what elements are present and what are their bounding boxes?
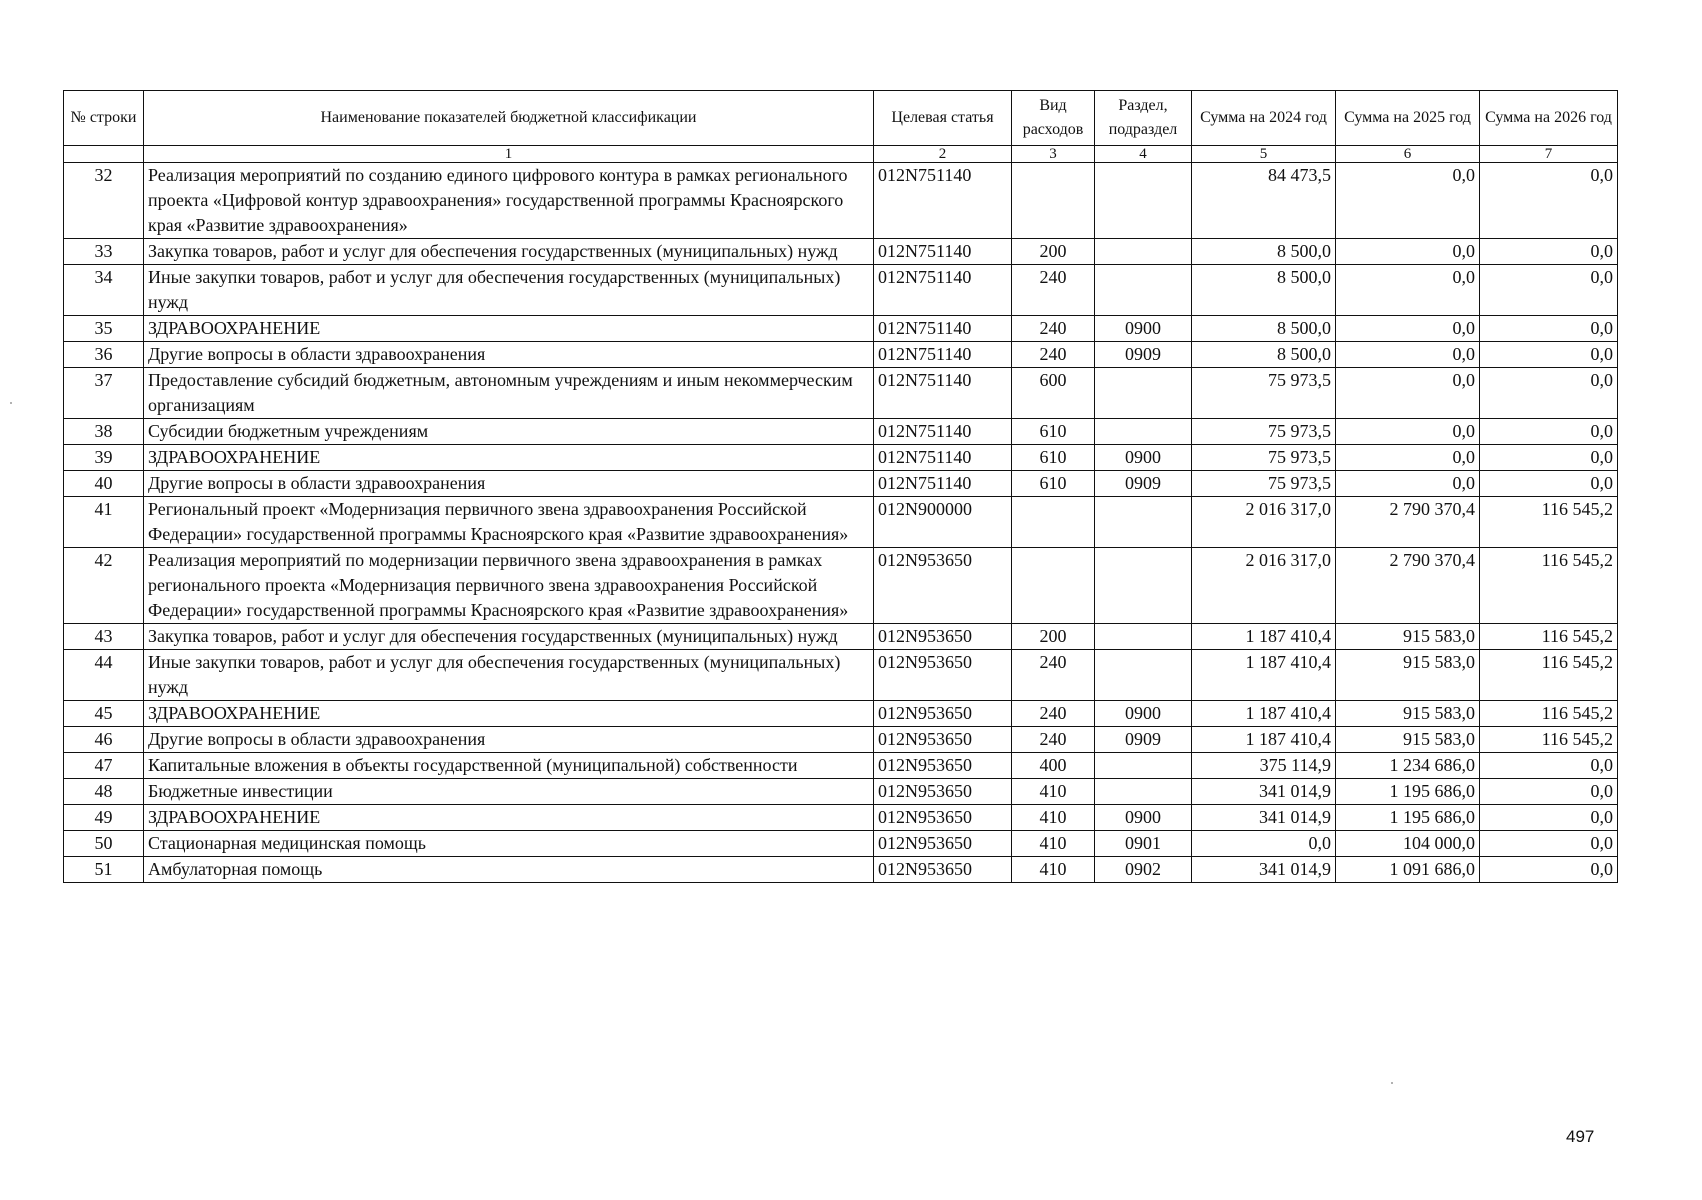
table-row [64,624,1618,650]
column-number-5: 5 [1192,146,1336,163]
row-number-cell: 50 [64,831,144,857]
target-article-cell: 012N751140 [874,445,1012,471]
sum-2024-cell: 8 500,0 [1192,316,1336,342]
indicator-name-cell: Реализация мероприятий по созданию единого цифрового контура в рамках регионального проекта «Цифровой контур здравоохранения» государственной программы Красноярского края «Развитие здравоохранения» [144,163,874,239]
row-number-cell: 42 [64,548,144,624]
row-number-cell: 36 [64,342,144,368]
target-article-cell: 012N953650 [874,779,1012,805]
indicator-name-cell: ЗДРАВООХРАНЕНИЕ [144,805,874,831]
indicator-name-cell: Стационарная медицинская помощь [144,831,874,857]
target-article-cell: 012N953650 [874,701,1012,727]
sum-2024-cell: 1 187 410,4 [1192,650,1336,701]
sum-2024-cell: 1 187 410,4 [1192,624,1336,650]
section-cell [1095,368,1192,419]
section-cell [1095,779,1192,805]
header-sum-2025: Сумма на 2025 год [1336,91,1480,146]
sum-2024-cell: 1 187 410,4 [1192,727,1336,753]
expense-type-cell: 240 [1012,650,1095,701]
sum-2024-cell: 375 114,9 [1192,753,1336,779]
table-row [64,368,1618,419]
sum-2026-cell: 0,0 [1480,445,1618,471]
sum-2025-cell: 0,0 [1336,471,1480,497]
sum-2024-cell: 8 500,0 [1192,265,1336,316]
column-number-7: 7 [1480,146,1618,163]
row-number-cell: 33 [64,239,144,265]
sum-2025-cell: 1 234 686,0 [1336,753,1480,779]
row-number-cell: 32 [64,163,144,239]
expense-type-cell: 400 [1012,753,1095,779]
sum-2025-cell: 1 091 686,0 [1336,857,1480,883]
table-row [64,857,1618,883]
target-article-cell: 012N751140 [874,368,1012,419]
sum-2025-cell: 104 000,0 [1336,831,1480,857]
expense-type-cell: 240 [1012,727,1095,753]
column-number-6: 6 [1336,146,1480,163]
section-cell [1095,163,1192,239]
row-number-cell: 38 [64,419,144,445]
section-cell [1095,650,1192,701]
sum-2024-cell: 341 014,9 [1192,805,1336,831]
section-cell: 0900 [1095,316,1192,342]
sum-2024-cell: 341 014,9 [1192,779,1336,805]
sum-2025-cell: 1 195 686,0 [1336,779,1480,805]
indicator-name-cell: Субсидии бюджетным учреждениям [144,419,874,445]
expense-type-cell: 410 [1012,831,1095,857]
sum-2026-cell: 116 545,2 [1480,701,1618,727]
sum-2024-cell: 8 500,0 [1192,239,1336,265]
indicator-name-cell: ЗДРАВООХРАНЕНИЕ [144,316,874,342]
indicator-name-cell: Другие вопросы в области здравоохранения [144,471,874,497]
sum-2026-cell: 0,0 [1480,857,1618,883]
expense-type-cell [1012,497,1095,548]
target-article-cell: 012N751140 [874,163,1012,239]
table-row [64,471,1618,497]
scan-speck [1391,1082,1393,1084]
target-article-cell: 012N751140 [874,265,1012,316]
row-number-cell: 48 [64,779,144,805]
sum-2025-cell: 0,0 [1336,419,1480,445]
sum-2024-cell: 75 973,5 [1192,368,1336,419]
table-row [64,701,1618,727]
table-row [64,779,1618,805]
sum-2026-cell: 116 545,2 [1480,624,1618,650]
sum-2024-cell: 1 187 410,4 [1192,701,1336,727]
row-number-cell: 47 [64,753,144,779]
column-number-0 [64,146,144,163]
expense-type-cell: 240 [1012,316,1095,342]
indicator-name-cell: Другие вопросы в области здравоохранения [144,727,874,753]
table-row [64,239,1618,265]
header-section: Раздел, подраздел [1095,91,1192,146]
sum-2024-cell: 75 973,5 [1192,471,1336,497]
expense-type-cell: 240 [1012,265,1095,316]
scan-speck [10,402,12,404]
sum-2024-cell: 8 500,0 [1192,342,1336,368]
expense-type-cell [1012,163,1095,239]
table-row [64,753,1618,779]
expense-type-cell: 610 [1012,471,1095,497]
row-number-cell: 41 [64,497,144,548]
expense-type-cell: 240 [1012,342,1095,368]
sum-2026-cell: 0,0 [1480,163,1618,239]
sum-2025-cell: 2 790 370,4 [1336,548,1480,624]
sum-2026-cell: 116 545,2 [1480,650,1618,701]
section-cell: 0900 [1095,701,1192,727]
expense-type-cell: 610 [1012,445,1095,471]
indicator-name-cell: Предоставление субсидий бюджетным, автономным учреждениям и иным некоммерческим организациям [144,368,874,419]
column-number-2: 2 [874,146,1012,163]
row-number-cell: 51 [64,857,144,883]
target-article-cell: 012N751140 [874,342,1012,368]
expense-type-cell: 410 [1012,805,1095,831]
section-cell [1095,239,1192,265]
sum-2025-cell: 0,0 [1336,265,1480,316]
row-number-cell: 40 [64,471,144,497]
table-row [64,831,1618,857]
row-number-cell: 45 [64,701,144,727]
header-target-article: Целевая статья [874,91,1012,146]
target-article-cell: 012N751140 [874,239,1012,265]
table-row [64,342,1618,368]
sum-2025-cell: 0,0 [1336,239,1480,265]
sum-2025-cell: 1 195 686,0 [1336,805,1480,831]
sum-2025-cell: 2 790 370,4 [1336,497,1480,548]
header-row [64,91,1618,146]
sum-2024-cell: 2 016 317,0 [1192,548,1336,624]
sum-2024-cell: 341 014,9 [1192,857,1336,883]
section-cell [1095,753,1192,779]
expense-type-cell: 600 [1012,368,1095,419]
table-row [64,727,1618,753]
section-cell [1095,624,1192,650]
sum-2025-cell: 915 583,0 [1336,727,1480,753]
indicator-name-cell: Реализация мероприятий по модернизации первичного звена здравоохранения в рамках регионального проекта «Модернизация первичного звена здравоохранения Российской Федерации» государственной программы Красноярского края «Развитие здравоохранения» [144,548,874,624]
sum-2025-cell: 915 583,0 [1336,701,1480,727]
sum-2025-cell: 915 583,0 [1336,624,1480,650]
expense-type-cell: 410 [1012,857,1095,883]
section-cell: 0909 [1095,471,1192,497]
sum-2026-cell: 0,0 [1480,779,1618,805]
header-sum-2026: Сумма на 2026 год [1480,91,1618,146]
sum-2026-cell: 0,0 [1480,753,1618,779]
sum-2024-cell: 75 973,5 [1192,419,1336,445]
expense-type-cell: 200 [1012,624,1095,650]
column-number-row [64,146,1618,163]
expense-type-cell: 240 [1012,701,1095,727]
sum-2025-cell: 0,0 [1336,368,1480,419]
section-cell [1095,548,1192,624]
sum-2024-cell: 0,0 [1192,831,1336,857]
sum-2026-cell: 0,0 [1480,239,1618,265]
table-row [64,163,1618,239]
column-number-4: 4 [1095,146,1192,163]
section-cell: 0902 [1095,857,1192,883]
target-article-cell: 012N751140 [874,419,1012,445]
target-article-cell: 012N953650 [874,753,1012,779]
indicator-name-cell: Бюджетные инвестиции [144,779,874,805]
target-article-cell: 012N953650 [874,650,1012,701]
row-number-cell: 37 [64,368,144,419]
sum-2026-cell: 116 545,2 [1480,497,1618,548]
indicator-name-cell: Закупка товаров, работ и услуг для обеспечения государственных (муниципальных) нужд [144,624,874,650]
table-row [64,419,1618,445]
sum-2024-cell: 75 973,5 [1192,445,1336,471]
sum-2026-cell: 116 545,2 [1480,548,1618,624]
sum-2024-cell: 84 473,5 [1192,163,1336,239]
row-number-cell: 43 [64,624,144,650]
target-article-cell: 012N953650 [874,624,1012,650]
column-number-1: 1 [144,146,874,163]
budget-table [63,90,1618,883]
section-cell [1095,419,1192,445]
section-cell: 0909 [1095,342,1192,368]
target-article-cell: 012N751140 [874,316,1012,342]
target-article-cell: 012N751140 [874,471,1012,497]
table-row [64,316,1618,342]
sum-2026-cell: 0,0 [1480,831,1618,857]
budget-sheet [63,90,1617,883]
table-row [64,445,1618,471]
target-article-cell: 012N953650 [874,857,1012,883]
indicator-name-cell: Региональный проект «Модернизация первичного звена здравоохранения Российской Федерации» государственной программы Красноярского края «Развитие здравоохранения» [144,497,874,548]
sum-2025-cell: 0,0 [1336,163,1480,239]
row-number-cell: 35 [64,316,144,342]
indicator-name-cell: ЗДРАВООХРАНЕНИЕ [144,701,874,727]
sum-2026-cell: 0,0 [1480,419,1618,445]
indicator-name-cell: Иные закупки товаров, работ и услуг для обеспечения государственных (муниципальных) нужд [144,650,874,701]
table-row [64,650,1618,701]
table-row [64,497,1618,548]
table-row [64,805,1618,831]
sum-2025-cell: 0,0 [1336,316,1480,342]
target-article-cell: 012N953650 [874,727,1012,753]
sum-2025-cell: 915 583,0 [1336,650,1480,701]
indicator-name-cell: ЗДРАВООХРАНЕНИЕ [144,445,874,471]
sum-2026-cell: 0,0 [1480,316,1618,342]
sum-2025-cell: 0,0 [1336,342,1480,368]
sum-2026-cell: 116 545,2 [1480,727,1618,753]
table-row [64,548,1618,624]
sum-2026-cell: 0,0 [1480,471,1618,497]
row-number-cell: 49 [64,805,144,831]
target-article-cell: 012N953650 [874,548,1012,624]
header-sum-2024: Сумма на 2024 год [1192,91,1336,146]
sum-2025-cell: 0,0 [1336,445,1480,471]
row-number-cell: 46 [64,727,144,753]
sum-2026-cell: 0,0 [1480,805,1618,831]
expense-type-cell: 610 [1012,419,1095,445]
sum-2026-cell: 0,0 [1480,265,1618,316]
section-cell: 0900 [1095,805,1192,831]
section-cell: 0901 [1095,831,1192,857]
header-row-number: № строки [64,91,144,146]
section-cell [1095,497,1192,548]
header-indicator-name: Наименование показателей бюджетной классификации [144,91,874,146]
indicator-name-cell: Другие вопросы в области здравоохранения [144,342,874,368]
sum-2026-cell: 0,0 [1480,342,1618,368]
section-cell [1095,265,1192,316]
expense-type-cell: 200 [1012,239,1095,265]
indicator-name-cell: Закупка товаров, работ и услуг для обеспечения государственных (муниципальных) нужд [144,239,874,265]
target-article-cell: 012N953650 [874,805,1012,831]
target-article-cell: 012N953650 [874,831,1012,857]
section-cell: 0909 [1095,727,1192,753]
header-expense-type: Вид расходов [1012,91,1095,146]
row-number-cell: 44 [64,650,144,701]
section-cell: 0900 [1095,445,1192,471]
indicator-name-cell: Иные закупки товаров, работ и услуг для обеспечения государственных (муниципальных) нужд [144,265,874,316]
expense-type-cell [1012,548,1095,624]
target-article-cell: 012N900000 [874,497,1012,548]
indicator-name-cell: Амбулаторная помощь [144,857,874,883]
row-number-cell: 39 [64,445,144,471]
page-number: 497 [1566,1127,1595,1146]
expense-type-cell: 410 [1012,779,1095,805]
sum-2024-cell: 2 016 317,0 [1192,497,1336,548]
indicator-name-cell: Капитальные вложения в объекты государственной (муниципальной) собственности [144,753,874,779]
sum-2026-cell: 0,0 [1480,368,1618,419]
row-number-cell: 34 [64,265,144,316]
column-number-3: 3 [1012,146,1095,163]
table-row [64,265,1618,316]
